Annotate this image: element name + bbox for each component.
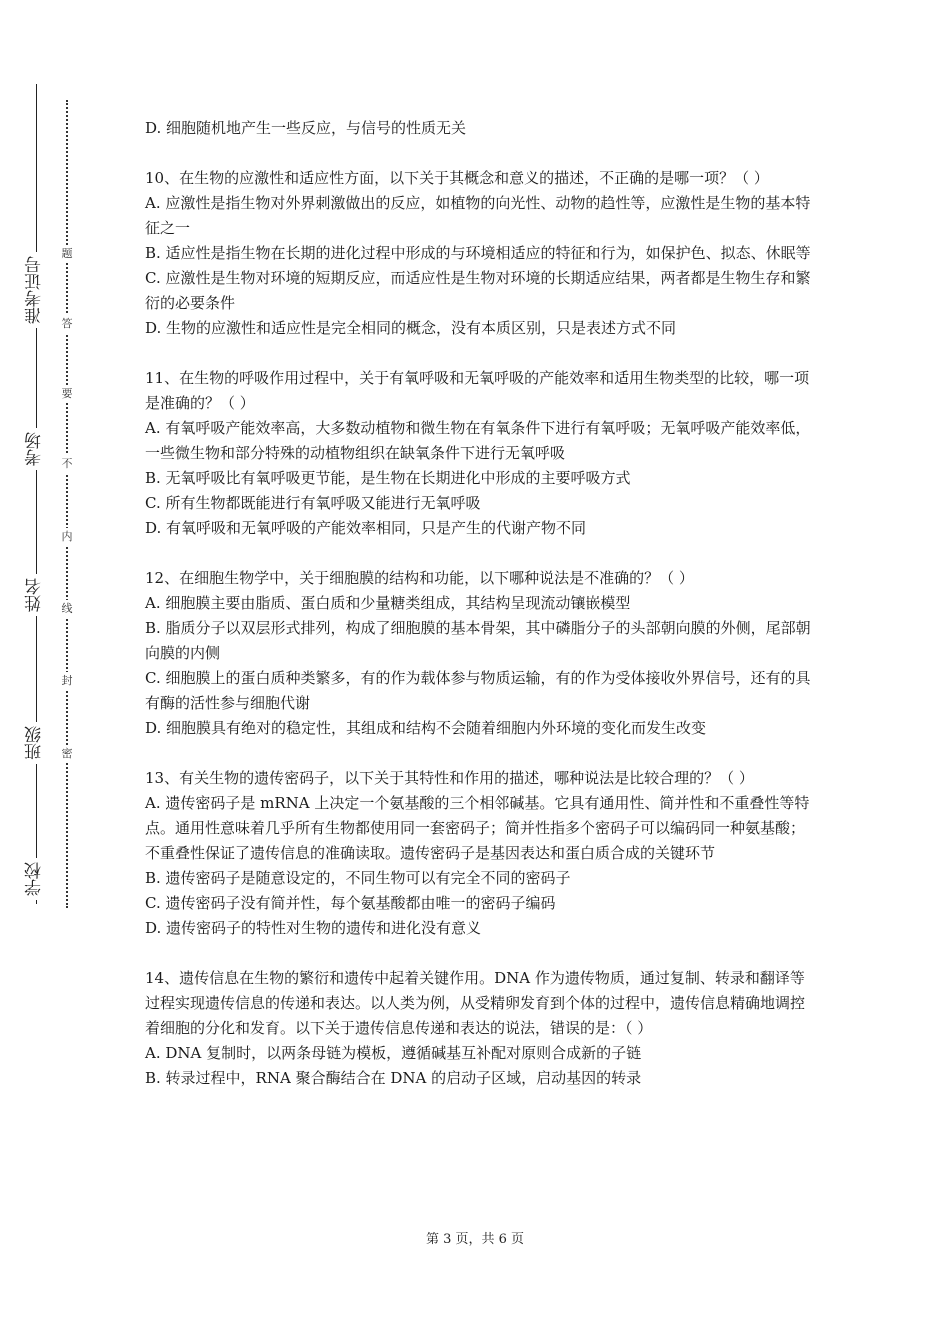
binding-line — [36, 84, 37, 904]
option-d: D. 遗传密码子的特性对生物的遗传和进化没有意义 — [145, 919, 482, 937]
label-exam-number: 准考证号 — [24, 252, 48, 328]
question-14 — [145, 966, 815, 1091]
option-c: C. 遗传密码子没有简并性，每个氨基酸都由唯一的密码子编码 — [145, 894, 556, 912]
option-b: B. 转录过程中，RNA 聚合酶结合在 DNA 的启动子区域，启动基因的转录 — [145, 1069, 642, 1087]
seal-char: 要 — [58, 385, 76, 403]
label-class: 班级 — [24, 722, 48, 764]
question-stem: 13、有关生物的遗传密码子，以下关于其特性和作用的描述，哪种说法是比较合理的？（ ） — [145, 769, 754, 787]
option-a: A. 有氧呼吸产能效率高，大多数动植物和微生物在有氧条件下进行有氧呼吸；无氧呼吸产能效率低，一些微生物和部分特殊的动植物组织在缺氧条件下进行无氧呼吸 — [145, 419, 811, 462]
option-d: D. 有氧呼吸和无氧呼吸的产能效率相同，只是产生的代谢产物不同 — [145, 519, 587, 537]
binding-margin — [0, 0, 110, 1344]
option-b: B. 适应性是指生物在长期的进化过程中形成的与环境相适应的特征和行为，如保护色、拟态、休眠等 — [145, 244, 811, 262]
option-a: A. 细胞膜主要由脂质、蛋白质和少量糖类组成，其结构呈现流动镶嵌模型 — [145, 594, 631, 612]
option-c: C. 所有生物都既能进行有氧呼吸又能进行无氧呼吸 — [145, 494, 481, 512]
page-footer: 第 3 页，共 6 页 — [425, 1232, 525, 1247]
option-d: D. 生物的应激性和适应性是完全相同的概念，没有本质区别，只是表述方式不同 — [145, 319, 677, 337]
seal-char: 答 — [58, 315, 76, 333]
label-name: 姓名 — [24, 574, 48, 616]
question-13 — [145, 766, 815, 941]
question-11 — [145, 366, 815, 541]
option-b: B. 遗传密码子是随意设定的，不同生物可以有完全不同的密码子 — [145, 869, 571, 887]
question-stem: 10、在生物的应激性和适应性方面，以下关于其概念和意义的描述，不正确的是哪一项？（ ） — [145, 169, 769, 187]
option-b: B. 无氧呼吸比有氧呼吸更节能，是生物在长期进化中形成的主要呼吸方式 — [145, 469, 631, 487]
seal-char: 密 — [58, 745, 76, 763]
question-stem: 14、遗传信息在生物的繁衍和遗传中起着关键作用。DNA 作为遗传物质，通过复制、转录和翻译等过程实现遗传信息的传递和表达。以人类为例，从受精卵发育到个体的过程中，遗传信息精确地调控着细胞的分化和发育。以下关于遗传信息传递和表达的说法，错误的是：（ ） — [145, 969, 806, 1037]
seal-dotted-line — [66, 100, 68, 908]
continuation-option-d: D. 细胞随机地产生一些反应，与信号的性质无关 — [145, 119, 467, 137]
option-c: C. 细胞膜上的蛋白质种类繁多，有的作为载体参与物质运输，有的作为受体接收外界信号，还有的具有酶的活性参与细胞代谢 — [145, 669, 811, 712]
option-a: A. 应激性是指生物对外界刺激做出的反应，如植物的向光性、动物的趋性等，应激性是生物的基本特征之一 — [145, 194, 811, 237]
exam-content — [145, 116, 815, 1091]
seal-char: 封 — [58, 672, 76, 690]
option-c: C. 应激性是生物对环境的短期反应，而适应性是生物对环境的长期适应结果，两者都是生物生存和繁衍的必要条件 — [145, 269, 811, 312]
seal-char: 内 — [58, 528, 76, 546]
option-a: A. DNA 复制时，以两条母链为模板，遵循碱基互补配对原则合成新的子链 — [145, 1044, 642, 1062]
option-b: B. 脂质分子以双层形式排列，构成了细胞膜的基本骨架，其中磷脂分子的头部朝向膜的外侧，尾部朝向膜的内侧 — [145, 619, 811, 662]
question-stem: 11、在生物的呼吸作用过程中，关于有氧呼吸和无氧呼吸的产能效率和适用生物类型的比较，哪一项是准确的？（ ） — [145, 369, 810, 412]
question-stem: 12、在细胞生物学中，关于细胞膜的结构和功能，以下哪种说法是不准确的？（ ） — [145, 569, 694, 587]
option-d: D. 细胞膜具有绝对的稳定性，其组成和结构不会随着细胞内外环境的变化而发生改变 — [145, 719, 707, 737]
seal-char: 线 — [58, 600, 76, 618]
option-a: A. 遗传密码子是 mRNA 上决定一个氨基酸的三个相邻碱基。它具有通用性、简并性和不重叠性等特点。通用性意味着几乎所有生物都使用同一套密码子；简并性指多个密码子可以编码同一种氨基酸；不重叠性保证了遗传信息的准确读取。遗传密码子是基因表达和蛋白质合成的关键环节 — [145, 794, 810, 862]
question-12 — [145, 566, 815, 741]
question-10 — [145, 166, 815, 341]
seal-char: 不 — [58, 455, 76, 473]
seal-char: 题 — [58, 245, 76, 263]
label-school: 学校 — [24, 858, 48, 900]
label-exam-room: 考场 — [24, 428, 48, 470]
